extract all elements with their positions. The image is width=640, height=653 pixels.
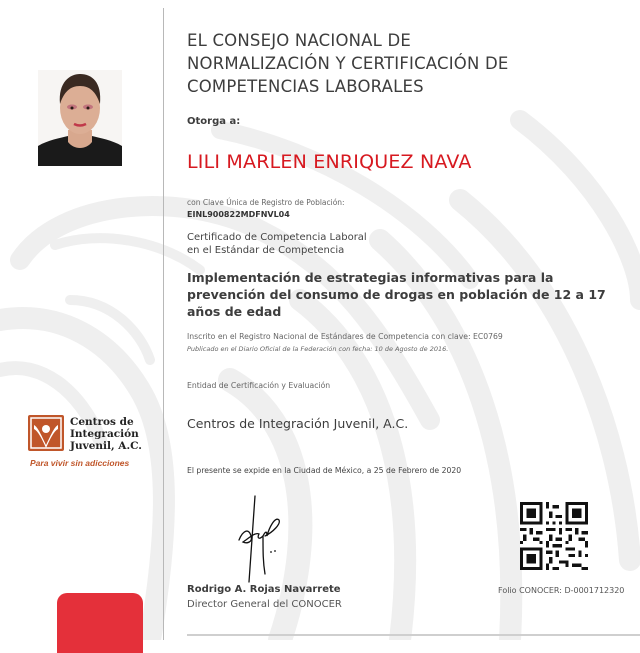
signer-role: Director General del CONOCER bbox=[187, 599, 342, 610]
standard-title: Implementación de estrategias informativas para la prevención del consumo de drogas en población de 12 a 17 años de edad bbox=[187, 270, 606, 319]
issuer-title: EL CONSEJO NACIONAL DE NORMALIZACIÓN Y CERTIFICACIÓN DE COMPETENCIAS LABORALES bbox=[187, 31, 509, 96]
bottom-rule bbox=[187, 634, 640, 636]
recipient-name: LILI MARLEN ENRIQUEZ NAVA bbox=[187, 151, 472, 173]
entity-name: Centros de Integración Juvenil, A.C. bbox=[187, 416, 409, 431]
vertical-divider bbox=[163, 8, 164, 640]
publication-text: Publicado en el Diario Oficial de la Federación con fecha: 10 de Agosto de 2016. bbox=[187, 345, 449, 353]
signature-icon bbox=[233, 492, 283, 584]
curp-label: con Clave Única de Registro de Población: bbox=[187, 198, 345, 207]
curp-value: EINL900822MDFNVL04 bbox=[187, 210, 290, 219]
signer-name: Rodrigo A. Rojas Navarrete bbox=[187, 584, 341, 595]
issue-statement: El presente se expide en la Ciudad de México, a 25 de Febrero de 2020 bbox=[187, 466, 462, 475]
cij-emblem-icon bbox=[28, 415, 64, 451]
folio-number: Folio CONOCER: D-0001712320 bbox=[498, 586, 625, 595]
cij-logo bbox=[28, 415, 168, 475]
cij-name: Centros de Integración Juvenil, A.C. bbox=[70, 416, 142, 452]
recipient-photo bbox=[38, 70, 122, 166]
certificate-type: Certificado de Competencia Laboral en el Estándar de Competencia bbox=[187, 232, 367, 256]
entity-label: Entidad de Certificación y Evaluación bbox=[187, 381, 331, 390]
otorga-label: Otorga a: bbox=[187, 116, 241, 127]
qr-code-icon[interactable] bbox=[520, 502, 588, 570]
red-decorative-block bbox=[57, 593, 143, 653]
registry-text: Inscrito en el Registro Nacional de Estándares de Competencia con clave: EC0769 bbox=[187, 332, 503, 341]
cij-tagline: Para vivir sin adicciones bbox=[30, 458, 130, 468]
